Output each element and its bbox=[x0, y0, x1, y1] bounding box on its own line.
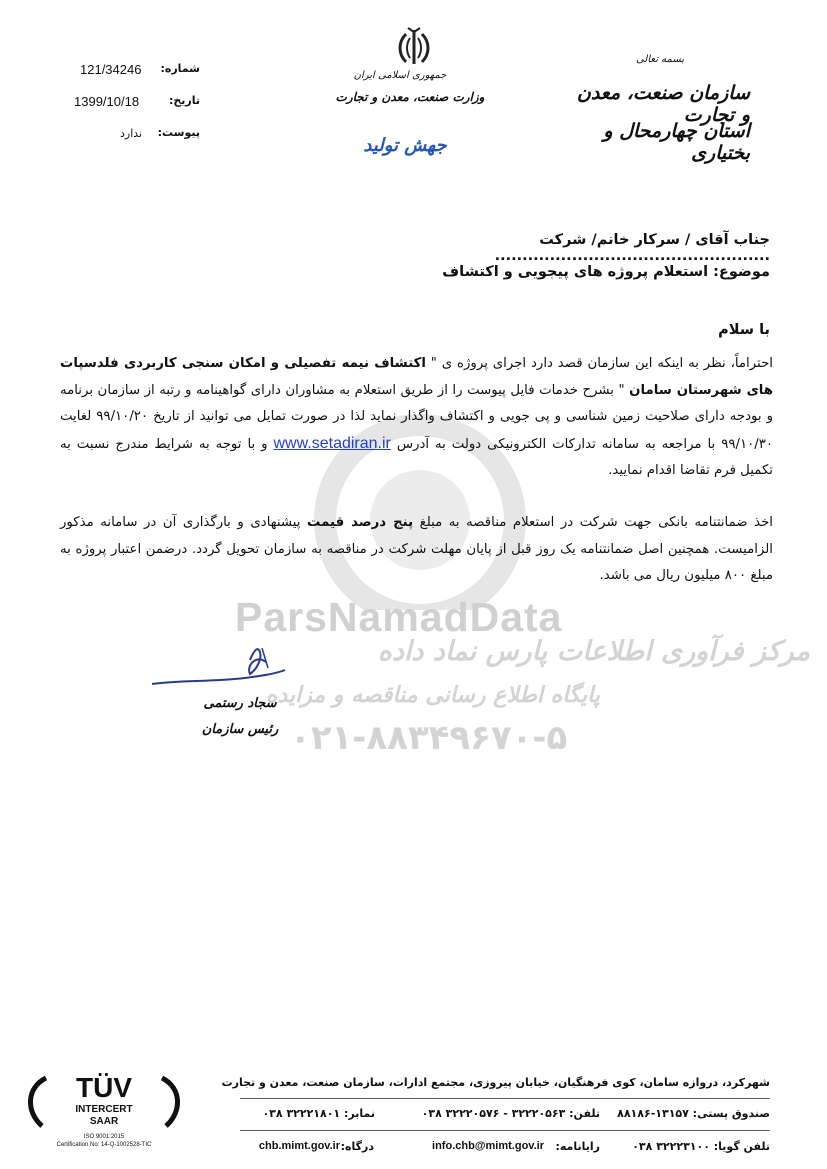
footer-portal[interactable]: chb.mimt.gov.ir bbox=[258, 1140, 340, 1152]
watermark-phone: ۰۲۱-۸۸۳۴۹۶۷۰-۵ bbox=[290, 718, 568, 758]
body-paragraph-2 bbox=[60, 510, 773, 590]
tuv-saar: SAAR bbox=[89, 1116, 119, 1127]
tuv-iso: ISO 9001:2015 bbox=[83, 1134, 125, 1140]
p2-text-a: اخذ ضمانتنامه بانکی جهت شرکت در استعلام مناقصه به مبلغ bbox=[419, 515, 774, 530]
footer-web-row bbox=[240, 1140, 770, 1156]
footer-portal-label: درگاه: bbox=[340, 1140, 374, 1153]
footer-divider-1 bbox=[240, 1098, 770, 1099]
iran-emblem-icon bbox=[390, 26, 438, 70]
number-value: 121/34246 bbox=[80, 62, 142, 77]
guarantee-amount: پنج درصد قیمت bbox=[307, 515, 414, 530]
p1-text-c: و با توجه به شرایط مندرج نسبت به تکمیل فرم تقاضا اقدام نمایید. bbox=[60, 436, 773, 478]
tuv-certification-logo bbox=[24, 1072, 184, 1158]
footer-email-label: رایانامه: bbox=[555, 1140, 600, 1153]
date-value: 1399/10/18 bbox=[74, 94, 140, 109]
watermark-brand: ParsNamadData bbox=[235, 594, 563, 640]
subject-line: موضوع: استعلام پروژه های پیجویی و اکتشاف bbox=[442, 264, 770, 280]
watermark-center: مرکز فرآوری اطلاعات پارس نماد داده bbox=[377, 636, 810, 667]
attachment-label: پیوست: bbox=[157, 126, 200, 139]
signatory-name: سجاد رستمی bbox=[203, 696, 277, 711]
setadiran-link[interactable]: www.setadiran.ir bbox=[273, 434, 391, 452]
footer-email[interactable]: info.chb@mimt.gov.ir bbox=[432, 1140, 544, 1152]
number-label: شماره: bbox=[160, 62, 200, 75]
slogan: جهش تولید bbox=[363, 135, 447, 156]
footer-address: شهرکرد، دروازه سامان، کوی فرهنگیان، خیابان پیروزی، مجتمع ادارات، سازمان صنعت، معدن و تجارت bbox=[221, 1076, 770, 1089]
tuv-cert-no: Certification No: 14-Q-1002528-TIC bbox=[56, 1142, 152, 1148]
footer-phone: تلفن: ۳۲۲۲۰۵۶۳ - ۳۲۲۲۰۵۷۶ ۰۳۸ bbox=[421, 1107, 600, 1120]
footer-divider-2 bbox=[240, 1130, 770, 1131]
signature-scribble-icon bbox=[150, 640, 290, 700]
attachment-value: ندارد bbox=[120, 127, 143, 140]
tuv-intercert: INTERCERT bbox=[75, 1104, 133, 1115]
signatory-title: رئیس سازمان bbox=[201, 722, 279, 737]
footer-voice-phone: تلفن گویا: ۳۲۲۲۳۱۰۰ ۰۳۸ bbox=[632, 1140, 770, 1153]
footer-contact-row bbox=[240, 1107, 770, 1123]
watermark-base: پایگاه اطلاع رسانی مناقصه و مزایده bbox=[265, 683, 600, 708]
p1-text-a: احتراماً، نظر به اینکه این سازمان قصد دارد اجرای پروژه ی " bbox=[430, 356, 773, 371]
footer-fax: نمابر: ۳۲۲۲۱۸۰۱ ۰۳۸ bbox=[262, 1107, 375, 1120]
date-label: تاریخ: bbox=[168, 94, 200, 107]
recipient-line: جناب آقای / سرکار خانم/ شرکت .................................................. bbox=[494, 232, 770, 264]
body-paragraph-1 bbox=[60, 351, 773, 485]
p1-text-b: " بشرح خدمات فایل پیوست را از طریق استعلام به مشاوران دارای گواهینامه و رتبه از سازمان برنامه و بودجه دارای صلاحیت زمین شناسی و پی جویی و اکتشاف واگذار نماید لذا در صورت تمایل می توانید از تاریخ ۹۹/۱۰/۲۰ لغایت ۹۹/۱۰/۳۰ با مراجعه به سامانه تدارکات الکترونیکی دولت به آدرس bbox=[60, 382, 773, 452]
ministry-name: وزارت صنعت، معدن و تجارت bbox=[335, 90, 485, 104]
tuv-brand: TÜV bbox=[76, 1072, 132, 1103]
country-name: جمهوری اسلامی ایران bbox=[353, 70, 447, 81]
org-name: سازمان صنعت، معدن و تجارت bbox=[576, 82, 750, 126]
footer-pobox: صندوق پستی: ۱۳۱۵۷-۸۸۱۸۶ bbox=[617, 1107, 770, 1120]
project-title: اکتشاف نیمه تفصیلی و امکان سنجی کاربردی فلدسپات های شهرستان سامان bbox=[60, 356, 774, 398]
basmala: بسمه تعالی bbox=[635, 54, 685, 65]
p2-text-b: پیشنهادی و بارگذاری آن در سامانه مذکور الزامیست. همچنین اصل ضمانتنامه یک روز قبل از پایان مهلت شرکت در مناقصه به سازمان تحویل گردد. درضمن اعتبار پروژه به مبلغ ۸۰۰ میلیون ریال می باشد. bbox=[60, 515, 773, 583]
greeting: با سلام bbox=[718, 322, 770, 338]
org-province: استان چهارمحال و بختیاری bbox=[603, 120, 750, 164]
